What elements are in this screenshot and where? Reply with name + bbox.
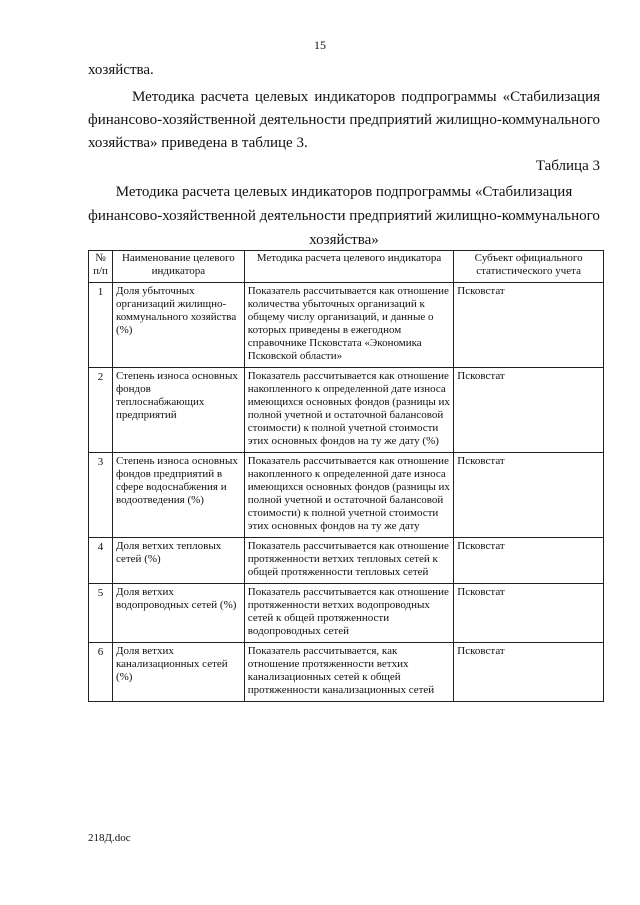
- statistics-subject: Псковстат: [454, 283, 604, 368]
- indicator-method: Показатель рассчитывается как отношение протяженности ветхих тепловых сетей к общей протяженности тепловых сетей: [244, 538, 453, 584]
- table-row: [89, 368, 604, 453]
- indicator-name: Доля ветхих канализационных сетей (%): [112, 643, 244, 702]
- indicator-method: Показатель рассчитывается как отношение накопленного к определенной дате износа имеющихся основных фондов (разницы их полной учетной и остаточной балансовой стоимости) к полной учетной стоимости этих основных фондов на ту же дату (%): [244, 368, 453, 453]
- indicator-name: Степень износа основных фондов теплоснабжающих предприятий: [112, 368, 244, 453]
- row-number: 5: [89, 584, 113, 643]
- table-row: [89, 538, 604, 584]
- table-row: [89, 283, 604, 368]
- indicator-name: Доля убыточных организаций жилищно-коммунального хозяйства (%): [112, 283, 244, 368]
- indicator-method: Показатель рассчитывается, как отношение протяженности ветхих канализационных сетей к общей протяженности канализационных сетей: [244, 643, 453, 702]
- indicator-method: Показатель рассчитывается как отношение протяженности ветхих водопроводных сетей к общей протяженности водопроводных сетей: [244, 584, 453, 643]
- header-indicator-name: Наименование целевого индикатора: [112, 251, 244, 283]
- header-method: Методика расчета целевого индикатора: [244, 251, 453, 283]
- statistics-subject: Псковстат: [454, 584, 604, 643]
- document-filename: 218Д.doc: [88, 832, 131, 844]
- statistics-subject: Псковстат: [454, 643, 604, 702]
- row-number: 3: [89, 453, 113, 538]
- indicator-method: Показатель рассчитывается как отношение накопленного к определенной дате износа имеющихся основных фондов (разницы их полной учетной и остаточной балансовой стоимости) к полной учетной стоимости этих основных фондов на ту же дату: [244, 453, 453, 538]
- table-header-row: [89, 251, 604, 283]
- intro-continuation: хозяйства.: [88, 62, 154, 78]
- page-number: 15: [314, 38, 326, 52]
- table-label: Таблица 3: [535, 158, 600, 174]
- row-number: 2: [89, 368, 113, 453]
- intro-paragraph: [88, 86, 600, 155]
- indicator-name: Доля ветхих водопроводных сетей (%): [112, 584, 244, 643]
- indicator-method: Показатель рассчитывается как отношение количества убыточных организаций к общему числу организаций, и данные о которых приведены в ежегодном справочнике Псковстата «Экономика Псковской области»: [244, 283, 453, 368]
- indicators-table: [88, 250, 604, 702]
- statistics-subject: Псковстат: [454, 368, 604, 453]
- row-number: 1: [89, 283, 113, 368]
- indicator-name: Доля ветхих тепловых сетей (%): [112, 538, 244, 584]
- header-subject: Субъект официального статистического учета: [454, 251, 604, 283]
- table-row: [89, 643, 604, 702]
- row-number: 4: [89, 538, 113, 584]
- table-row: [89, 584, 604, 643]
- statistics-subject: Псковстат: [454, 538, 604, 584]
- indicator-name: Степень износа основных фондов предприятий в сфере водоснабжения и водоотведения (%): [112, 453, 244, 538]
- intro-paragraph-text: Методика расчета целевых индикаторов подпрограммы «Стабилизация финансово-хозяйственной деятельности предприятий жилищно-коммунального хозяйства» приведена в таблице 3.: [88, 89, 600, 151]
- statistics-subject: Псковстат: [454, 453, 604, 538]
- header-number: № п/п: [89, 251, 113, 283]
- row-number: 6: [89, 643, 113, 702]
- table-row: [89, 453, 604, 538]
- table-title: Методика расчета целевых индикаторов подпрограммы «Стабилизация финансово-хозяйственной деятельности предприятий жилищно-коммунального хозяйства»: [88, 184, 600, 248]
